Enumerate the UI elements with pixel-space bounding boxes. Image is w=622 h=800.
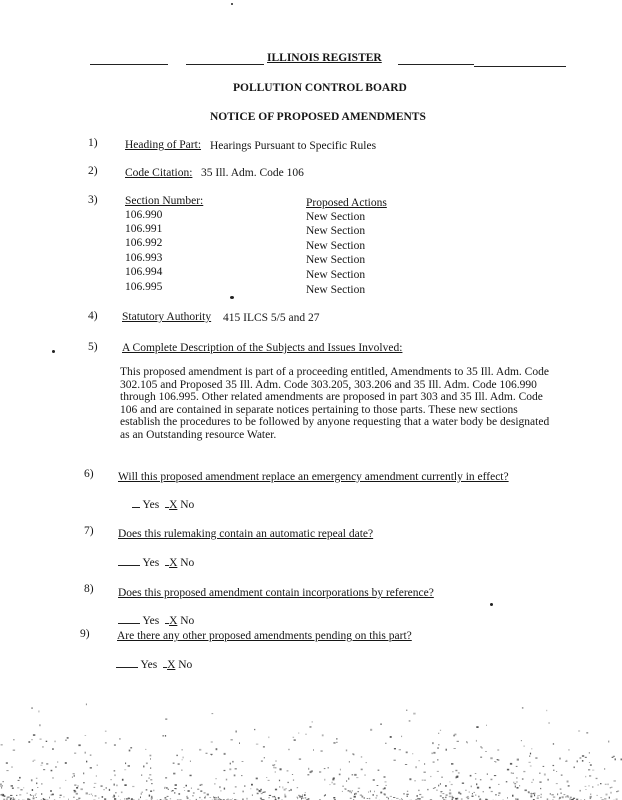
question-text: Will this proposed amendment replace an emergency amendment currently in effect? — [118, 471, 509, 483]
citation-value: 35 Ill. Adm. Code 106 — [201, 167, 304, 179]
yes-blank — [132, 497, 140, 508]
authority-value: 415 ILCS 5/5 and 27 — [223, 312, 320, 324]
item-number: 7) — [84, 525, 94, 537]
header-rule-right-2 — [474, 66, 566, 67]
section-row-number: 106.991 — [125, 223, 163, 235]
answer-row — [118, 613, 194, 628]
question-text: Does this rulemaking contain an automatic repeal date? — [118, 528, 374, 540]
item-number: 5) — [88, 341, 98, 353]
heading-value: Hearings Pursuant to Specific Rules — [210, 140, 377, 152]
section-row-action: New Section — [306, 284, 366, 296]
authority-label: Statutory Authority — [122, 311, 212, 323]
item-number: 8) — [84, 583, 94, 595]
section-row-number: 106.990 — [125, 209, 163, 221]
no-mark: X — [169, 557, 178, 569]
citation-label: Code Citation: — [125, 167, 193, 179]
no-label: No — [180, 499, 195, 511]
heading-label: Heading of Part: — [125, 139, 202, 151]
header-rule-left-2 — [186, 64, 264, 65]
section-row-action: New Section — [306, 269, 366, 281]
yes-label: Yes — [142, 557, 160, 569]
proposed-actions-header: Proposed Actions — [306, 197, 387, 209]
item-number: 4) — [88, 310, 98, 322]
section-row-action: New Section — [306, 211, 366, 223]
scan-speck — [52, 350, 55, 353]
description-text: This proposed amendment is part of a proceeding entitled, Amendments to 35 Ill. Adm. Code 302.105 and Proposed 35 Ill. Adm. Code 303.205, 303.206 and 35 Ill. Adm. Code 106.990 through 106.995. Other related amendments are proposed in part 303 and 35 Ill. Adm. Code 106 and are contained in separate notices pertaining to those parts. These new sections establish the procedures to be followed by anyone requesting that a water body be designated as an Outstanding resource Water. — [120, 366, 550, 441]
question-text: Are there any other proposed amendments pending on this part? — [117, 630, 412, 642]
scan-speck — [230, 296, 234, 299]
answer-row — [132, 497, 194, 512]
answer-row — [118, 555, 194, 570]
item-number: 9) — [80, 628, 90, 640]
section-row-number: 106.995 — [125, 281, 163, 293]
no-label: No — [178, 659, 193, 671]
yes-label: Yes — [140, 659, 158, 671]
section-row-number: 106.992 — [125, 237, 163, 249]
header-rule-right-1 — [398, 64, 474, 65]
register-title: ILLINOIS REGISTER — [267, 52, 382, 64]
notice-title: NOTICE OF PROPOSED AMENDMENTS — [210, 111, 426, 123]
description-label: A Complete Description of the Subjects and Issues Involved: — [122, 342, 403, 354]
no-mark: X — [169, 499, 178, 511]
item-number: 6) — [84, 468, 94, 480]
no-label: No — [180, 557, 195, 569]
section-row-action: New Section — [306, 225, 366, 237]
section-row-number: 106.994 — [125, 266, 163, 278]
yes-label: Yes — [142, 499, 160, 511]
no-label: No — [180, 615, 195, 627]
question-text: Does this proposed amendment contain incorporations by reference? — [118, 587, 434, 599]
scan-speck — [490, 603, 493, 606]
scan-noise — [0, 660, 622, 800]
yes-blank — [118, 613, 140, 624]
scan-speck — [231, 3, 233, 5]
board-title: POLLUTION CONTROL BOARD — [233, 82, 407, 94]
item-number: 3) — [88, 194, 98, 206]
item-number: 1) — [88, 137, 98, 149]
section-row-action: New Section — [306, 254, 366, 266]
no-mark: X — [169, 615, 178, 627]
section-row-action: New Section — [306, 240, 366, 252]
yes-label: Yes — [142, 615, 160, 627]
section-row-number: 106.993 — [125, 252, 163, 264]
section-number-header: Section Number: — [125, 195, 204, 207]
no-mark: X — [167, 659, 176, 671]
header-rule-left-1 — [90, 64, 168, 65]
item-number: 2) — [88, 165, 98, 177]
yes-blank — [118, 555, 140, 566]
